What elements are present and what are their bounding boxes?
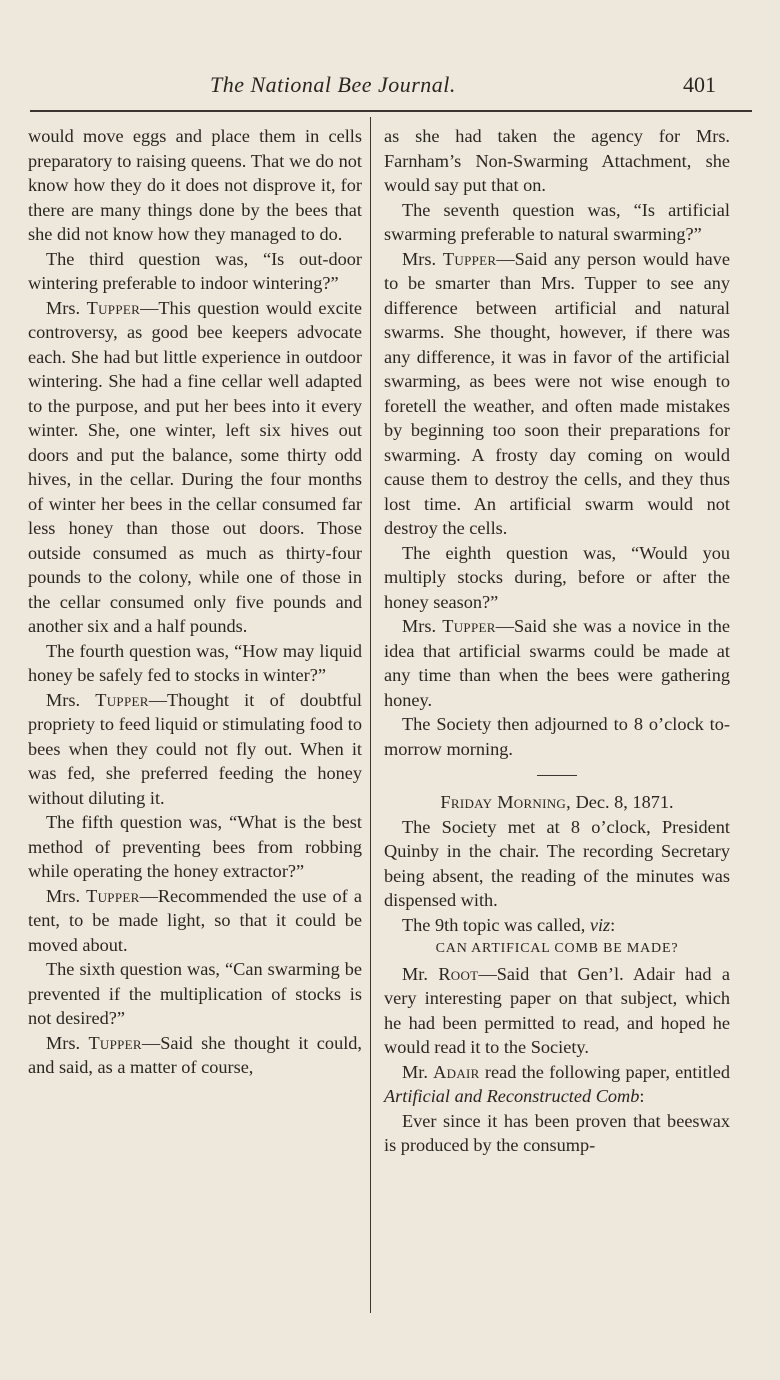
session-heading [384, 790, 730, 815]
header-rule [30, 110, 752, 112]
paragraph [28, 296, 362, 639]
right-column [384, 124, 730, 1158]
section-divider [537, 775, 577, 776]
session-date: Dec. 8, 1871. [575, 792, 674, 812]
paragraph: The third question was, “Is out-door wintering preferable to indoor wintering?” [28, 248, 362, 293]
topic-call-colon: : [610, 914, 616, 935]
left-column [28, 124, 362, 1080]
speech-text: —Said any person would have to be smarter than Mrs. Tupper to see any difference between artificial and natural swarms. She thought, however, if there was any difference, it was in favor of the artificial swarming, as bees were not wise enough to foretell the weather, and often made mistakes by beginning too soon their preparations for swarming. A frosty day coming on would cause them to destroy the cells, and they thus lost time. An artificial swarm would not destroy the cells. [384, 248, 730, 538]
paragraph: The seventh question was, “Is artificial swarming preferable to natural swarming?” [384, 199, 730, 244]
speaker-title: Mr. [402, 963, 428, 984]
paragraph: Ever since it has been proven that beeswax is produced by the consump- [384, 1110, 730, 1155]
speaker-title: Mrs. [46, 689, 81, 710]
journal-title: The National Bee Journal. [210, 72, 456, 97]
paragraph: The Society met at 8 o’clock, President Quinby in the chair. The recording Secretary being absent, the reading of the minutes was dispensed with. [384, 816, 730, 910]
speaker-name: Tupper [95, 689, 149, 710]
paragraph [384, 247, 730, 541]
speaker-title: Mrs. [402, 616, 437, 636]
paragraph: The fifth question was, “What is the best method of preventing bees from robbing while operating the honey extractor?” [28, 812, 362, 881]
paragraph [28, 688, 362, 811]
paper-colon: : [639, 1086, 645, 1106]
speaker-name: Tupper [86, 885, 140, 906]
paragraph [28, 1031, 362, 1080]
topic-call-text: The 9th topic was called, [402, 914, 586, 935]
speech-text: —Recommended the use of a tent, to be made light, so that it could be moved about. [28, 885, 362, 955]
speaker-name: Tupper [442, 616, 496, 636]
speech-text: —Thought it of doubtful propriety to feed liquid or stimulating food to bees when they could not fly out. When it was fed, she preferred feeding the honey without diluting it. [28, 689, 362, 808]
paragraph: The sixth question was, “Can swarming be prevented if the multiplication of stocks is not desired?” [28, 959, 362, 1028]
paragraph [384, 614, 730, 712]
speech-text: —Said that Gen’l. Adair had a very interesting paper on that subject, which he had been permitted to read, and hoped he would read it to the Society. [384, 963, 730, 1057]
speaker-title: Mrs. [402, 248, 437, 269]
speech-text: —Said she was a novice in the idea that artificial swarms could be made at any time than when the bees were gathering honey. [384, 616, 731, 710]
speech-text: —Said she thought it could, and said, as a matter of course, [28, 1032, 362, 1077]
paper-intro: read the following paper, entitled [484, 1061, 730, 1082]
paragraph [28, 884, 362, 958]
topic-heading: CAN ARTIFICAL COMB BE MADE? [435, 941, 679, 956]
column-divider [370, 117, 371, 1313]
session-day: Friday Morning, [440, 792, 571, 812]
paragraph [384, 1060, 730, 1109]
speaker-title: Mrs. [46, 297, 81, 318]
page-number: 401 [683, 72, 716, 97]
speaker-title: Mrs. [46, 885, 81, 906]
speaker-title: Mr. [402, 1061, 428, 1082]
paper-title: Artificial and Reconstructed Comb [384, 1086, 640, 1106]
paragraph [384, 913, 730, 938]
speaker-name: Root [438, 963, 479, 984]
speaker-name: Tupper [86, 297, 141, 318]
paragraph: would move eggs and place them in cells preparatory to raising queens. That we do not know how they do it does not disprove it, for there are many things done by the bees that she did not know how they managed to do. [28, 126, 362, 244]
viz-abbrev: viz [589, 914, 611, 935]
paragraph: The Society then adjourned to 8 o’clock to-morrow morning. [384, 714, 730, 759]
paragraph [384, 962, 730, 1060]
speaker-name: Tupper [88, 1032, 142, 1053]
paragraph: The fourth question was, “How may liquid honey be safely fed to stocks in winter?” [28, 640, 362, 685]
speaker-title: Mrs. [46, 1032, 81, 1053]
paragraph: as she had taken the agency for Mrs. Farnham’s Non-Swarming Attachment, she would say put that on. [384, 126, 730, 195]
speaker-name: Adair [433, 1061, 480, 1082]
speaker-name: Tupper [442, 248, 497, 269]
running-header [0, 72, 780, 106]
paragraph: The eighth question was, “Would you multiply stocks during, before or after the honey season?” [384, 542, 730, 612]
speech-text: —This question would excite controversy, as good bee keepers advocate each. She had but little experience in outdoor wintering. She had a fine cellar well adapted to the purpose, and put her bees into it every winter. She, one winter, left six hives out doors and put the balance, some thirty odd hives, in the cellar. During the four months of winter her bees in the cellar consumed far less honey than those out doors. Those outside consumed as much as thirty-four pounds to the colony, while one of those in the cellar consumed only five pounds and another six and a half pounds. [28, 297, 362, 636]
